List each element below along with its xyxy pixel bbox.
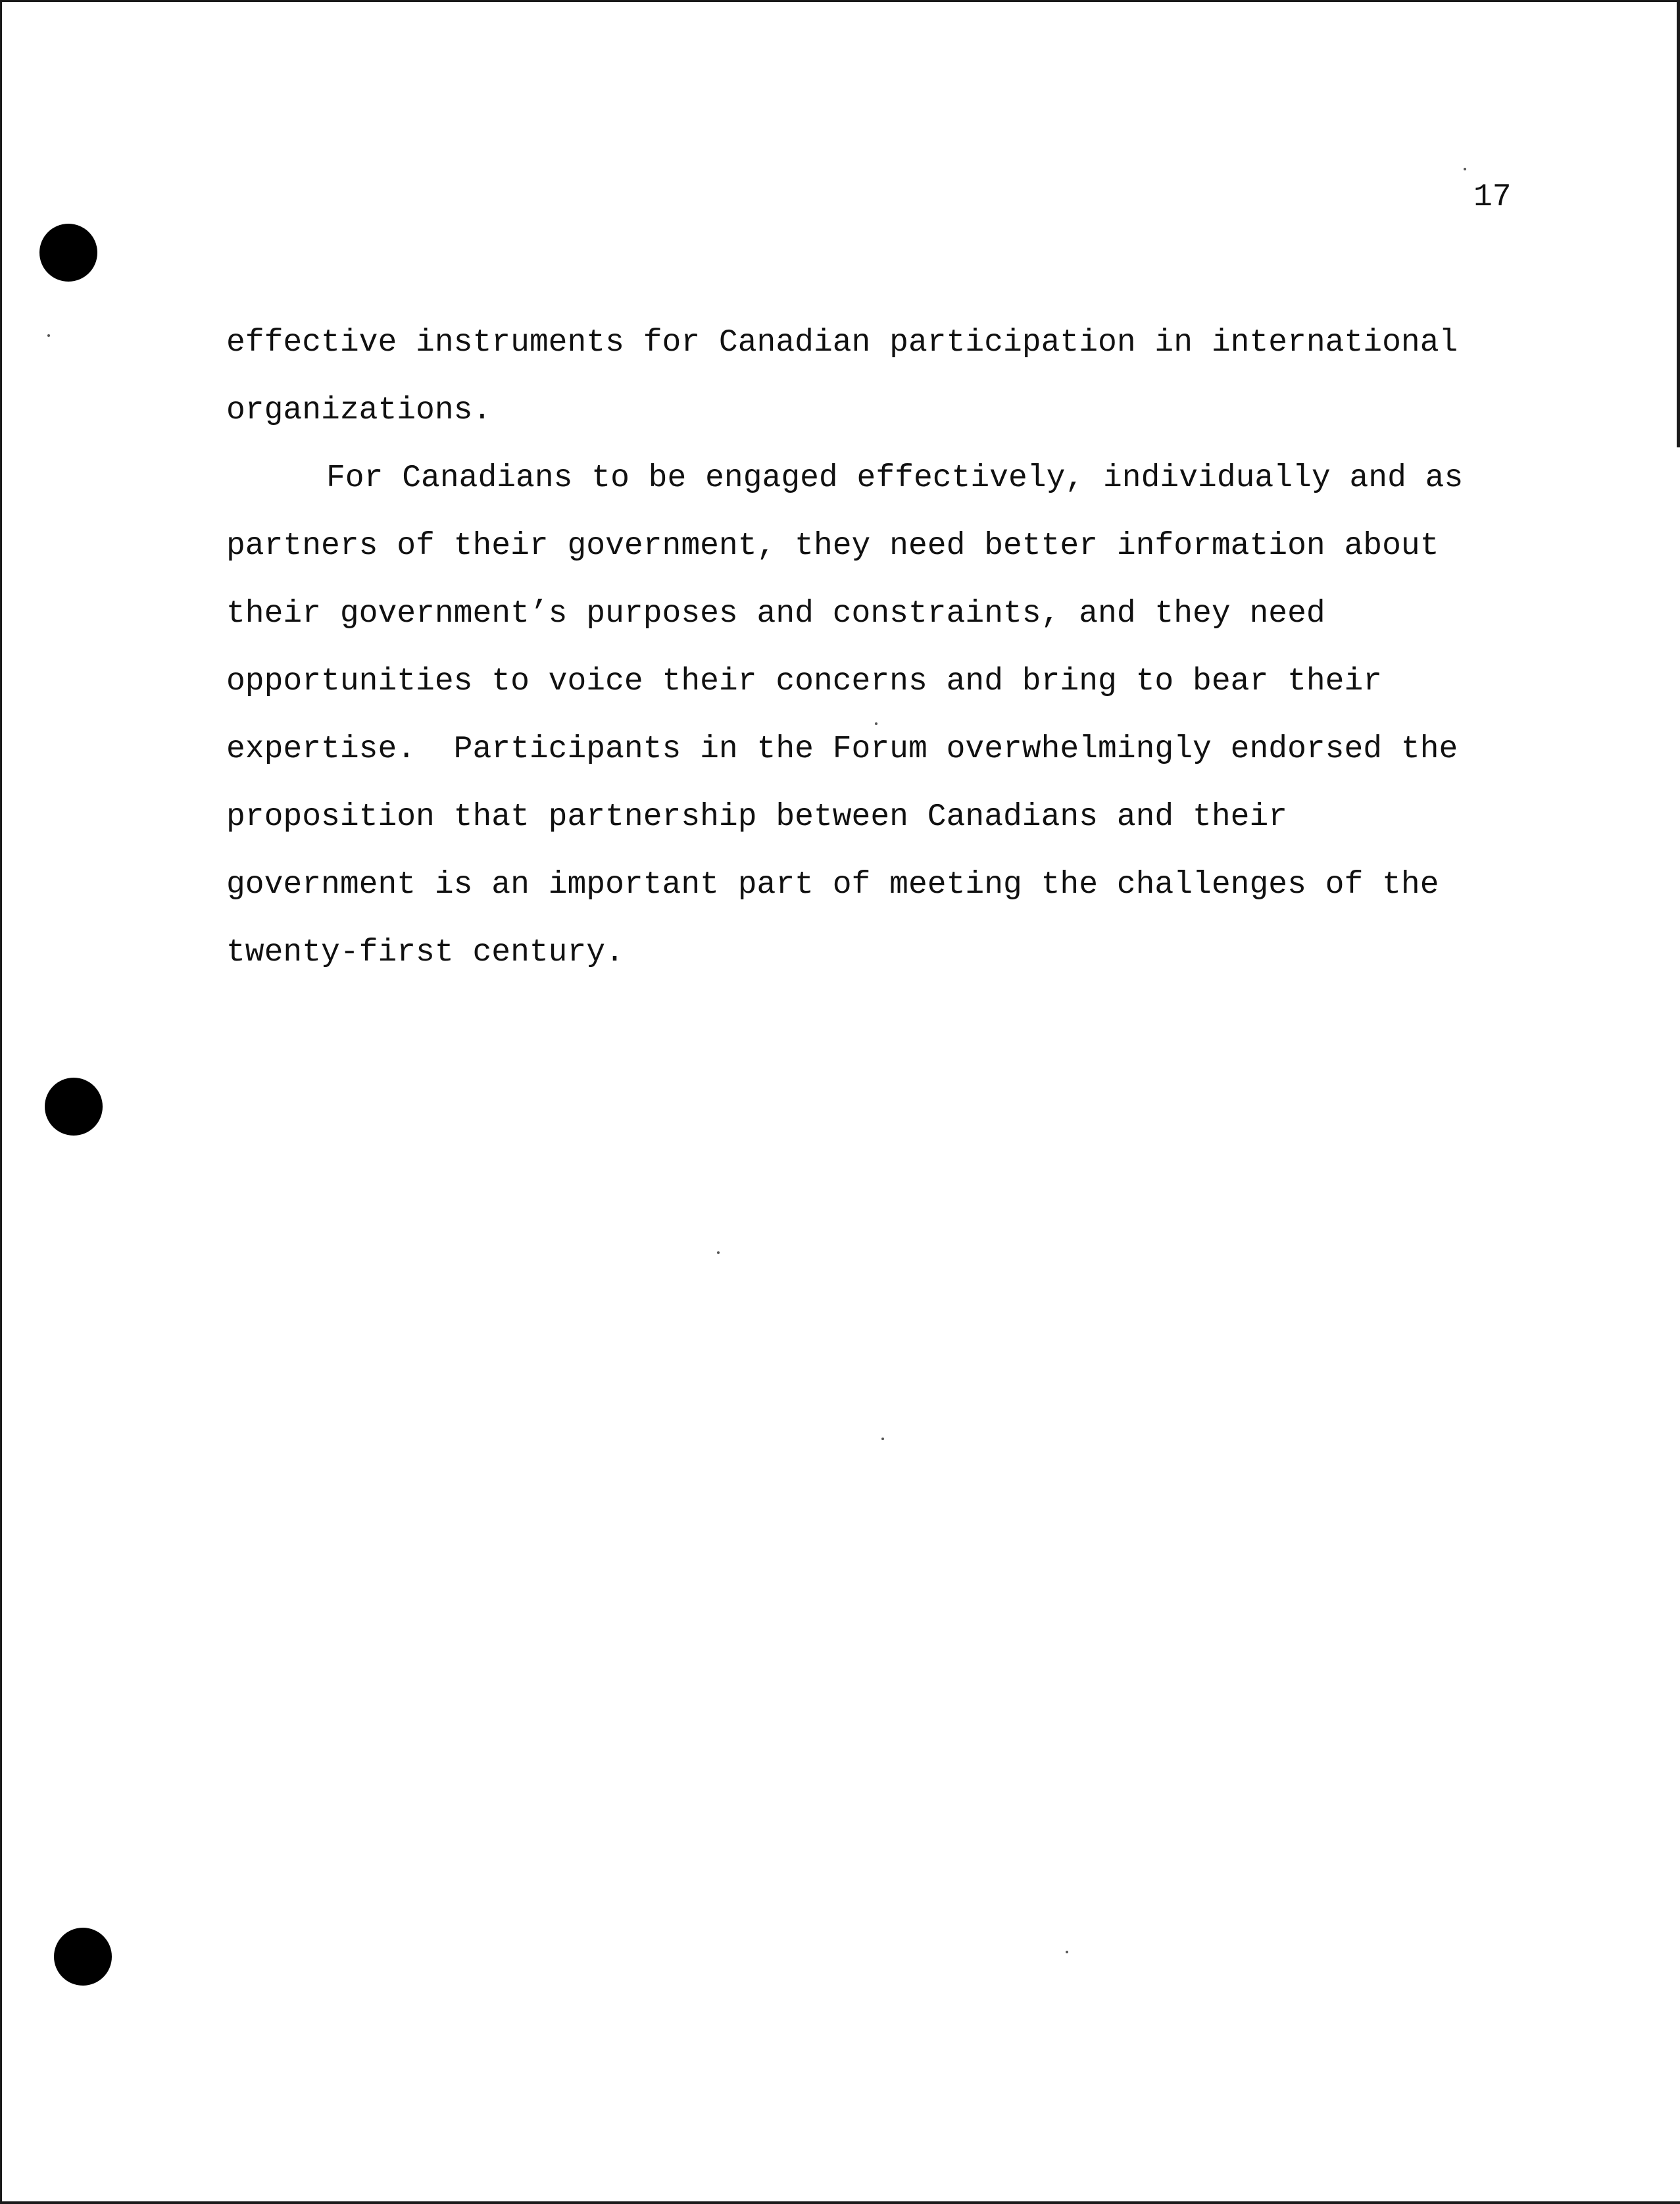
text-line: effective instruments for Canadian participation in international [226,325,1458,361]
scan-edge-top [0,0,1680,2]
scan-edge-left [0,0,2,2204]
scan-speck [1464,168,1466,170]
scan-edge-bottom [0,2201,1680,2204]
scan-speck [47,334,50,337]
paragraph-first-line: For Canadians to be engaged effectively, individually and as [326,461,1464,496]
body-text [226,309,1562,987]
page-number: 17 [1473,180,1512,215]
text-line: proposition that partnership between Canadians and their [226,799,1288,835]
text-line: their government’s purposes and constraints, and they need [226,596,1325,632]
scan-speck [875,722,877,725]
text-line: organizations. [226,393,492,428]
binder-hole-bottom [54,1928,112,1986]
text-line: government is an important part of meeting the challenges of the [226,867,1439,903]
binder-hole-middle [45,1078,103,1136]
text-line: twenty-first century. [226,935,624,970]
scan-edge-right [1677,0,1680,447]
scan-speck [1066,1951,1068,1953]
scan-speck [717,1251,720,1254]
scan-speck [881,1438,884,1440]
text-line: opportunities to voice their concerns and bring to bear their [226,664,1383,699]
text-line: expertise. Participants in the Forum overwhelmingly endorsed the [226,732,1458,767]
text-line: partners of their government, they need better information about [226,528,1439,564]
binder-hole-top [39,224,97,282]
